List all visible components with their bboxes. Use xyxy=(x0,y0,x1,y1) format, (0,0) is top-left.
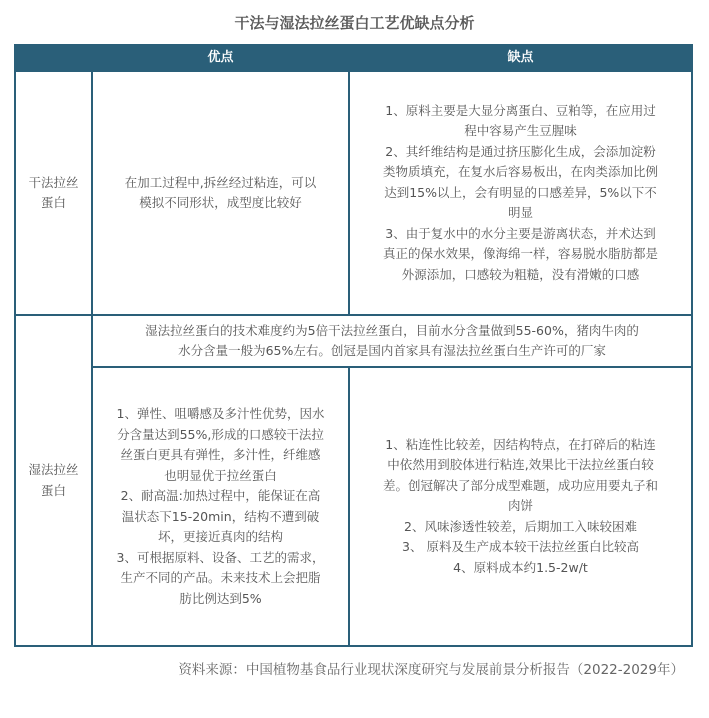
wet-pros-line: 肪比例达到5% xyxy=(179,590,262,606)
wet-name-line-2: 蛋白 xyxy=(40,482,66,498)
wet-summary-row xyxy=(15,315,692,367)
wet-cons-line: 4、原料成本约1.5-2w/t xyxy=(453,559,588,575)
source-note: 资料来源：中国植物基食品行业现状深度研究与发展前景分析报告（2022-2029年） xyxy=(178,662,684,678)
page-title: 干法与湿法拉丝蛋白工艺优缺点分析 xyxy=(234,14,475,32)
dry-cons-line: 3、由于复水中的水分主要是游离状态，并术达到 xyxy=(385,225,656,241)
wet-name-line-1: 湿法拉丝 xyxy=(28,462,79,477)
dry-pros-line: 模拟不同形状，成型度比较好 xyxy=(139,195,302,210)
wet-cons-line: 1、粘连性比较差，因结构特点，在打碎后的粘连 xyxy=(385,436,656,452)
wet-cons-line: 2、风味渗透性较差，后期加工入味较困难 xyxy=(404,518,637,534)
wet-pros-line: 温状态下15-20min，结构不遭到破 xyxy=(121,508,320,524)
header-corner xyxy=(15,45,92,71)
wet-pros-cell xyxy=(92,367,349,646)
wet-pros-line: 1、弹性、咀嚼感及多汁性优势，因水 xyxy=(116,406,325,421)
wet-detail-row xyxy=(15,367,692,646)
header-cons: 缺点 xyxy=(349,45,692,71)
dry-cons-line: 外源添加，口感较为粗糙，没有滑嫩的口感 xyxy=(401,266,640,282)
dry-cons-cell xyxy=(349,71,692,315)
wet-cons-line: 差。创冠解决了部分成型难题，成功应用要丸子和 xyxy=(382,477,658,493)
dry-row xyxy=(15,71,692,315)
wet-summary-line: 湿法拉丝蛋白的技术难度约为5倍干法拉丝蛋白，目前水分含量做到55-60%，猪肉牛肉的 xyxy=(145,322,639,338)
dry-cons-line: 真正的保水效果，像海绵一样，容易脱水脂肪都是 xyxy=(382,246,658,262)
dry-cons-line: 程中容易产生豆腥味 xyxy=(464,123,577,139)
dry-cons-line: 明显 xyxy=(507,205,533,221)
wet-cons-line: 中依然用到胶体进行粘连,效果比干法拉丝蛋白较 xyxy=(387,457,654,473)
wet-summary-line: 水分含量一般为65%左右。创冠是国内首家具有湿法拉丝蛋白生产许可的厂家 xyxy=(178,343,606,358)
table-header-row xyxy=(15,45,692,71)
dry-name-line-2: 蛋白 xyxy=(40,195,66,210)
comparison-table xyxy=(14,44,693,647)
dry-cons-line: 类物质填充，在复水后容易板出，在肉类添加比例 xyxy=(382,164,658,180)
header-pros: 优点 xyxy=(92,45,349,71)
dry-name-line-1: 干法拉丝 xyxy=(28,174,79,190)
wet-pros-line: 分含量达到55%,形成的口感较干法拉 xyxy=(117,426,324,442)
wet-pros-line: 坏，更接近真肉的结构 xyxy=(157,529,283,544)
wet-row-header xyxy=(15,315,92,646)
wet-cons-line: 肉饼 xyxy=(507,498,533,514)
dry-pros-cell xyxy=(92,71,349,315)
dry-cons-line: 2、其纤维结构是通过挤压膨化生成，会添加淀粉 xyxy=(385,143,656,159)
wet-pros-line: 2、耐高温:加热过程中，能保证在高 xyxy=(120,488,321,503)
wet-pros-line: 也明显优于拉丝蛋白 xyxy=(164,467,277,483)
wet-pros-line: 3、可根据原料、设备、工艺的需求， xyxy=(116,549,325,565)
dry-pros-line: 在加工过程中,拆丝经过粘连，可以 xyxy=(124,174,317,190)
dry-row-header xyxy=(15,71,92,315)
dry-cons-line: 达到15%以上，会有明显的口感差异，5%以下不 xyxy=(384,184,657,200)
wet-pros-line: 丝蛋白更具有弹性，多汁性，纤维感 xyxy=(120,447,321,462)
wet-cons-line: 3、 原料及生产成本较干法拉丝蛋白比较高 xyxy=(402,539,639,555)
wet-summary-cell xyxy=(92,315,692,367)
wet-cons-cell xyxy=(349,367,692,646)
wet-pros-line: 生产不同的产品。未来技术上会把脂 xyxy=(120,570,321,585)
dry-cons-line: 1、原料主要是大显分离蛋白、豆粕等，在应用过 xyxy=(385,102,656,118)
